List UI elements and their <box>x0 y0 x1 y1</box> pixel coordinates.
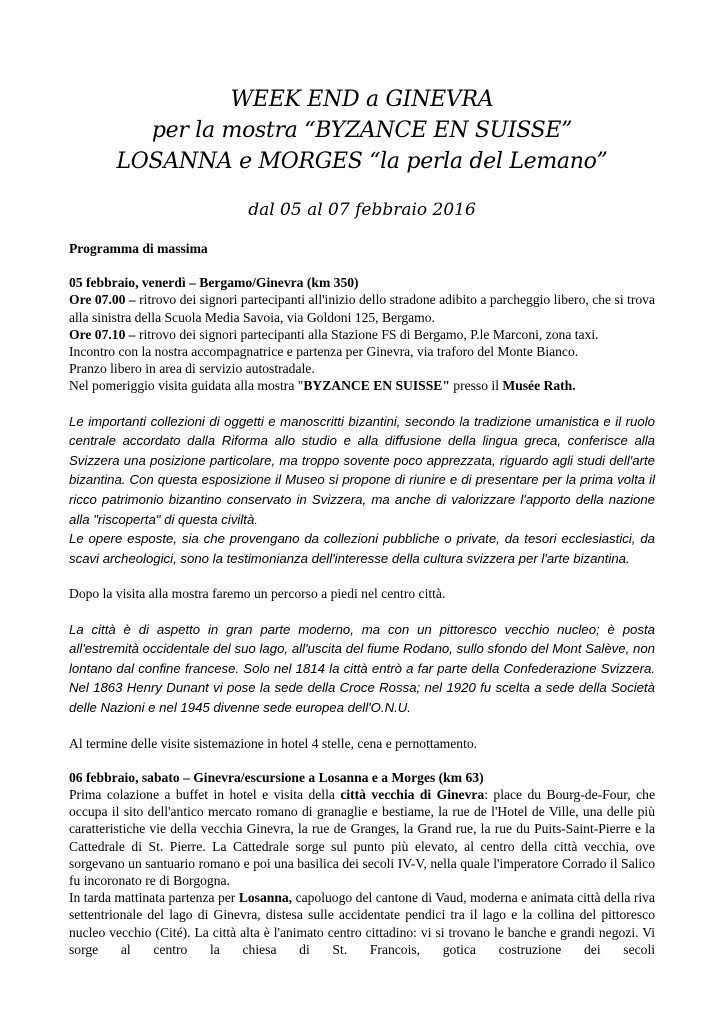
day1-heading: 05 febbraio, venerdì – Bergamo/Ginevra (km 350) <box>69 275 359 291</box>
day1-visit: Nel pomeriggio visita guidata alla mostra "BYZANCE EN SUISSE" presso il Musée Rath. <box>69 378 576 394</box>
day1-lunch: Pranzo libero in area di servizio autostradale. <box>69 361 315 377</box>
day1-hotel: Al termine delle visite sistemazione in hotel 4 stelle, cena e pernottamento. <box>69 735 478 751</box>
day2-lausanne: In tarda mattinata partenza per Losanna, capoluogo del cantone di Vaud, moderna e animata città della riva settentrionale del lago di Ginevra, distesa sulle accidentate pendici tra il lago e la collina del pittoresco nucleo vecchio (Cité). La città alta è l'animato centro cittadino: vi si trovano le banche e grandi negozi. Vi sorge al centro la chiesa di St. Francois, gotica costruzione dei secoli <box>69 890 655 957</box>
day1-walk: Dopo la visita alla mostra faremo un percorso a piedi nel centro città. <box>69 586 446 602</box>
day2-heading: 06 febbraio, sabato – Ginevra/escursione a Losanna e a Morges (km 63) <box>69 769 484 785</box>
day1-meeting-1: Ore 07.00 – ritrovo dei signori partecipanti all'inizio dello stradone adibito a parcheggio libero, che si trova alla sinistra della Scuola Media Savoia, via Goldoni 125, Bergamo. <box>69 292 655 325</box>
header-dates: dal 05 al 07 febbraio 2016 <box>248 200 476 220</box>
exhibition-works: Le opere esposte, sia che provengano da collezioni pubbliche o private, da tesori ecclesiastici, da scavi archeologici, sono la testimonianza dell'interesse della cultura svizzera per l'arte bizantina. <box>69 531 655 566</box>
day2-geneva-visit: Prima colazione a buffet in hotel e visita della città vecchia di Ginevra: place du Bourg-de-Four, che occupa il sito dell'antico mercato romano di granaglie e bestiame, la rue de l'Hotel de Ville, una delle più caratteristiche vie della vecchia Ginevra, la rue de Granges, la Grand rue, la rue du Puits-Saint-Pierre e la Cattedrale di St. Pierre. La Cattedrale sorge sul punto più elevato, al centro della città vecchia, ove sorgevano un santuario romano e poi una basilica dei secoli IV-V, nella quale l'imperatore Corrado il Salico fu incoronato re di Borgogna. <box>69 786 655 888</box>
day1-meeting-2: Ore 07.10 – ritrovo dei signori partecipanti alla Stazione FS di Bergamo, P.le Marconi, zona taxi. <box>69 326 599 342</box>
header-title-line-3: LOSANNA e MORGES “la perla del Lemano” <box>116 149 608 174</box>
day1-departure: Incontro con la nostra accompagnatrice e partenza per Ginevra, via traforo del Monte Bianco. <box>69 344 579 360</box>
geneva-description: La città è di aspetto in gran parte moderno, ma con un pittoresco vecchio nucleo; è posta all'estremità occidentale del suo lago, all'uscita del fiume Rodano, sullo sfondo del Mont Salève, non lontano dal confine francese. Solo nel 1814 la città entrò a far parte della Confederazione Svizzera. Nel 1863 Henry Dunant vi pose la sede della Croce Rossa; nel 1920 fu scelta a sede della Società delle Nazioni e nel 1945 divenne sede europea dell'O.N.U. <box>69 621 655 715</box>
exhibition-description: Le importanti collezioni di oggetti e manoscritti bizantini, secondo la tradizione umanistica e il ruolo centrale accordato dalla Riforma allo studio e alla diffusione della lingua greca, conferisce alla Svizzera una posizione particolare, ma troppo sovente poco apprezzata, riguardo agli studi dell'arte bizantina. Con questa esposizione il Museo si propone di riunire e di presentare per la prima volta il ricco patrimonio bizantino conservato in Svizzera, ma anche di valorizzare l'apporto della nazione alla "riscoperta" di questa civiltà. <box>69 413 655 527</box>
document-header <box>0 84 724 222</box>
header-title-line-2: per la mostra “BYZANCE EN SUISSE” <box>151 118 573 143</box>
program-title: Programma di massima <box>69 241 208 256</box>
document-body <box>69 240 655 958</box>
header-title-line-1: WEEK END a GINEVRA <box>230 87 494 112</box>
